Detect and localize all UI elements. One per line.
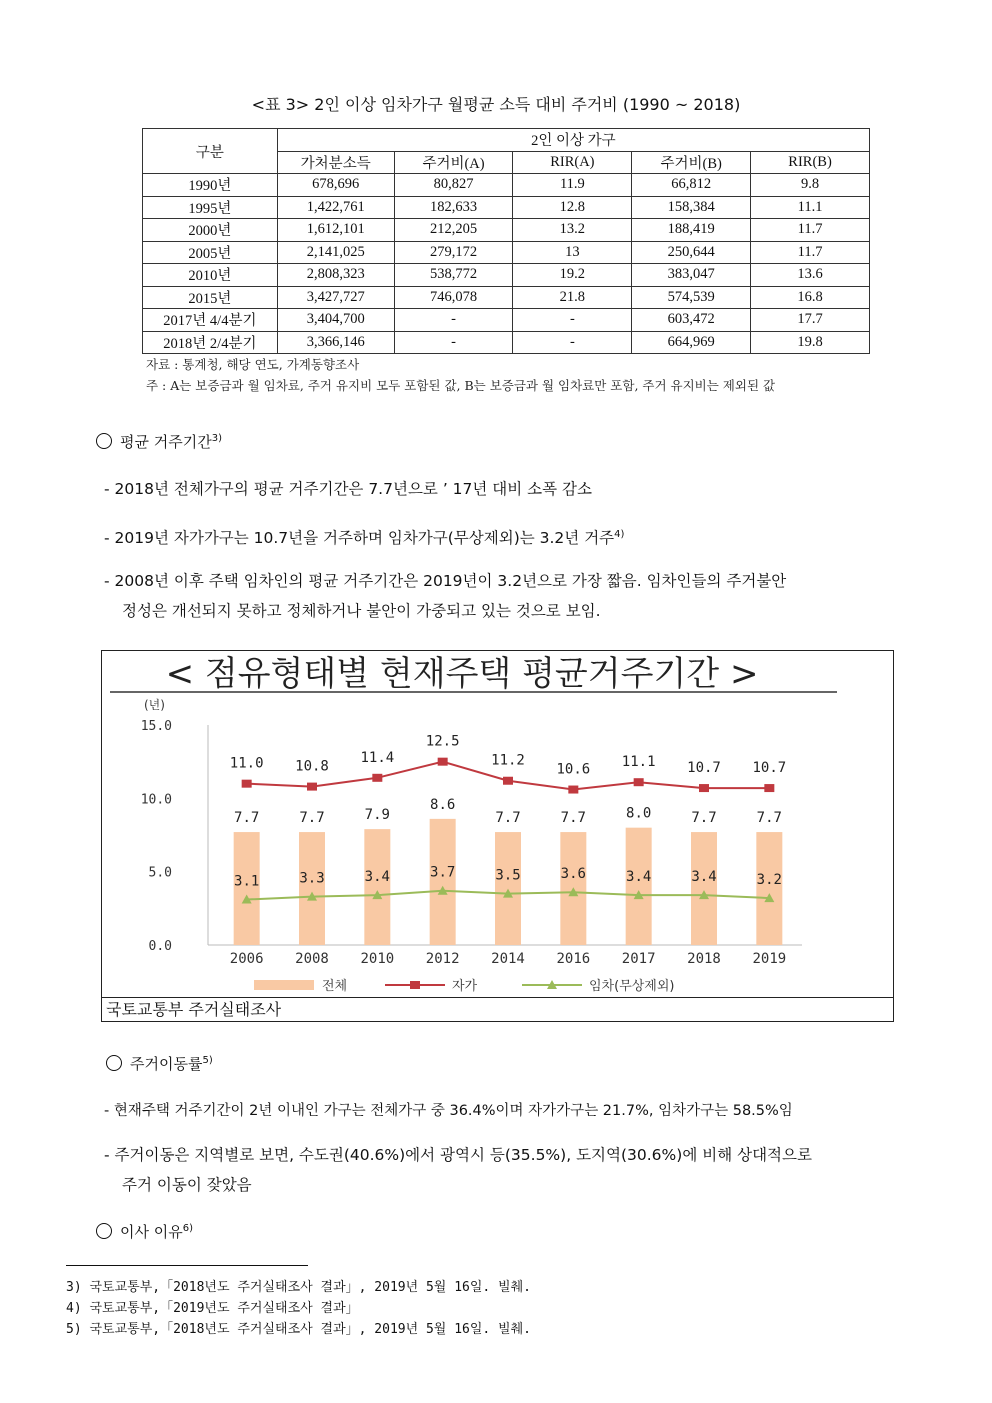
cell: - — [513, 331, 632, 354]
cell: 2,141,025 — [277, 241, 394, 264]
table-note: 주 : A는 보증금과 월 임차료, 주거 유지비 모두 포함된 값, B는 보증금과 월 임차료만 포함, 주거 유지비는 제외된 값 — [146, 378, 776, 393]
cell: 2000년 — [143, 219, 278, 242]
bar-data-label: 7.7 — [234, 810, 260, 827]
bar-total — [756, 832, 782, 945]
bar-total — [691, 832, 717, 945]
tenant-data-label: 3.4 — [626, 869, 652, 886]
circle-bullet-icon — [96, 433, 112, 449]
owner-marker — [503, 777, 513, 785]
y-axis-unit: (년) — [144, 698, 165, 712]
y-tick-label: 15.0 — [140, 719, 172, 734]
cell: 3,366,146 — [277, 331, 394, 354]
cell: 279,172 — [394, 241, 513, 264]
paragraph: - 2018년 전체가구의 평균 거주기간은 7.7년으로 ’ 17년 대비 소폭 감소 — [104, 480, 592, 498]
cell: 19.2 — [513, 264, 632, 287]
owner-data-label: 11.4 — [360, 749, 395, 766]
bar-data-label: 7.7 — [691, 810, 717, 827]
cell: - — [394, 309, 513, 332]
owner-marker — [699, 784, 709, 792]
table-row — [143, 286, 870, 309]
cell: 17.7 — [751, 309, 870, 332]
table-row — [143, 309, 870, 332]
x-tick-label: 2006 — [229, 951, 264, 967]
cell: 66,812 — [632, 174, 751, 197]
x-tick-label: 2010 — [360, 951, 395, 967]
cell: 19.8 — [751, 331, 870, 354]
cell: 2,808,323 — [277, 264, 394, 287]
cell: 182,633 — [394, 196, 513, 219]
owner-data-label: 12.5 — [425, 733, 460, 750]
cell: 1,422,761 — [277, 196, 394, 219]
tenant-data-label: 3.3 — [299, 870, 325, 887]
cell: 2017년 4/4분기 — [143, 309, 278, 332]
cell: 2010년 — [143, 264, 278, 287]
legend — [254, 978, 675, 994]
section-heading-residence-period — [96, 431, 222, 452]
chart-svg — [102, 651, 893, 997]
residence-period-chart — [101, 650, 894, 1022]
footnote-ref: 5) — [202, 1055, 213, 1066]
tenant-data-label: 3.4 — [364, 869, 390, 886]
y-tick-label: 0.0 — [148, 939, 172, 954]
cell: 678,696 — [277, 174, 394, 197]
footnote-ref: 3) — [211, 433, 222, 444]
bar-data-label: 7.7 — [756, 810, 782, 827]
paragraph: - 2019년 자가가구는 10.7년을 거주하며 임차가구(무상제외)는 3.2년 거주$^{4)}$ — [104, 529, 625, 548]
owner-marker — [438, 758, 448, 766]
bar-data-label: 7.7 — [495, 810, 521, 827]
table-row — [143, 196, 870, 219]
tenant-data-label: 3.7 — [430, 864, 456, 881]
bar-data-label: 8.6 — [430, 796, 456, 813]
cell: 188,419 — [632, 219, 751, 242]
x-tick-label: 2016 — [556, 951, 591, 967]
table-row — [143, 219, 870, 242]
cell: 9.8 — [751, 174, 870, 197]
cell: 664,969 — [632, 331, 751, 354]
table-row — [143, 331, 870, 354]
paragraph-continued: 주거 이동이 잦았음 — [122, 1176, 252, 1194]
owner-marker — [372, 774, 382, 782]
table-source: 자료 : 통계청, 해당 연도, 가계동향조사 — [146, 357, 360, 372]
cell: 1990년 — [143, 174, 278, 197]
tenant-data-label: 3.4 — [691, 869, 717, 886]
owner-data-label: 10.6 — [556, 761, 591, 778]
cell: 1,612,101 — [277, 219, 394, 242]
bar-data-label: 7.7 — [560, 810, 586, 827]
chart-caption: 국토교통부 주거실태조사 — [102, 997, 893, 1021]
legend-marker-owner — [410, 981, 420, 989]
bar-total — [430, 819, 456, 945]
tenant-data-label: 3.6 — [560, 866, 586, 883]
header-category: 구분 — [143, 129, 278, 174]
paragraph-continued: 정성은 개선되지 못하고 정체하거나 불안이 가중되고 있는 것으로 보임. — [122, 602, 601, 620]
legend-label-owner: 자가 — [452, 979, 478, 994]
cell: 574,539 — [632, 286, 751, 309]
section-heading-moving-reason — [96, 1221, 193, 1242]
owner-data-label: 11.2 — [491, 752, 525, 769]
rir-table — [142, 128, 870, 354]
table-title: <표 3> 2인 이상 임차가구 월평균 소득 대비 주거비 (1990 ~ 2018) — [251, 95, 741, 114]
footnote: 4) 국토교통부,「2019년도 주거실태조사 결과」 — [66, 1301, 359, 1316]
paragraph: - 현재주택 거주기간이 2년 이내인 가구는 전체가구 중 36.4%이며 자가가구는 21.7%, 임차가구는 58.5%임 — [104, 1103, 793, 1119]
owner-marker — [634, 778, 644, 786]
x-tick-label: 2019 — [752, 951, 787, 967]
owner-data-label: 11.0 — [229, 755, 264, 772]
cell: - — [394, 331, 513, 354]
column-header: RIR(A) — [513, 151, 632, 174]
tenant-data-label: 3.1 — [234, 873, 260, 890]
x-tick-label: 2008 — [295, 951, 329, 967]
owner-marker — [568, 786, 578, 794]
column-header: 가처분소득 — [277, 151, 394, 174]
bar-total — [626, 828, 652, 945]
cell: 11.7 — [751, 219, 870, 242]
cell: 11.1 — [751, 196, 870, 219]
x-tick-label: 2017 — [621, 951, 656, 967]
cell: 158,384 — [632, 196, 751, 219]
cell: 3,427,727 — [277, 286, 394, 309]
column-header: RIR(B) — [751, 151, 870, 174]
y-tick-label: 5.0 — [148, 865, 172, 881]
x-tick-label: 2012 — [425, 951, 460, 967]
footnote-ref: 6) — [182, 1223, 193, 1234]
cell: 250,644 — [632, 241, 751, 264]
tenant-data-label: 3.2 — [756, 872, 782, 889]
section-heading-mobility — [106, 1053, 213, 1074]
paragraph: - 2008년 이후 주택 임차인의 평균 거주기간은 2019년이 3.2년으로 가장 짧음. 임차인들의 주거불안 — [104, 572, 787, 590]
heading-text: 주거이동률 — [130, 1055, 203, 1073]
cell: 538,772 — [394, 264, 513, 287]
bar-total — [299, 832, 325, 945]
circle-bullet-icon — [96, 1223, 112, 1239]
owner-marker — [242, 780, 252, 788]
cell: 11.9 — [513, 174, 632, 197]
cell: 11.7 — [751, 241, 870, 264]
column-header: 주거비(B) — [632, 151, 751, 174]
y-tick-label: 10.0 — [140, 792, 172, 808]
circle-bullet-icon — [106, 1055, 122, 1071]
bar-data-label: 7.9 — [364, 807, 390, 824]
heading-text: 이사 이유 — [120, 1223, 183, 1241]
legend-label-total: 전체 — [322, 979, 348, 994]
bar-total — [495, 832, 521, 945]
owner-marker — [764, 784, 774, 792]
cell: 80,827 — [394, 174, 513, 197]
header-group: 2인 이상 가구 — [277, 129, 869, 152]
bar-data-label: 7.7 — [299, 810, 325, 827]
owner-data-label: 11.1 — [621, 754, 656, 771]
paragraph: - 주거이동은 지역별로 보면, 수도권(40.6%)에서 광역시 등(35.5%), 도지역(30.6%)에 비해 상대적으로 — [104, 1146, 812, 1164]
cell: 12.8 — [513, 196, 632, 219]
tenant-data-label: 3.5 — [495, 867, 521, 884]
cell: 21.8 — [513, 286, 632, 309]
cell: - — [513, 309, 632, 332]
cell: 383,047 — [632, 264, 751, 287]
cell: 1995년 — [143, 196, 278, 219]
cell: 16.8 — [751, 286, 870, 309]
bar-data-label: 8.0 — [626, 805, 652, 822]
cell: 212,205 — [394, 219, 513, 242]
owner-data-label: 10.8 — [295, 758, 329, 775]
cell: 13 — [513, 241, 632, 264]
cell: 13.2 — [513, 219, 632, 242]
chart-title: < 점유형태별 현재주택 평균거주기간 > — [165, 654, 759, 694]
owner-data-label: 10.7 — [687, 760, 721, 777]
cell: 3,404,700 — [277, 309, 394, 332]
bar-total — [364, 829, 390, 945]
table-row — [143, 174, 870, 197]
x-tick-label: 2014 — [491, 951, 525, 967]
owner-data-label: 10.7 — [752, 760, 787, 777]
column-header: 주거비(A) — [394, 151, 513, 174]
x-tick-label: 2018 — [687, 951, 721, 967]
legend-label-tenant: 임차(무상제외) — [589, 979, 675, 994]
cell: 2015년 — [143, 286, 278, 309]
footnote: 5) 국토교통부,「2018년도 주거실태조사 결과」, 2019년 5월 16일. 빌췌. — [66, 1322, 532, 1337]
table-row — [143, 241, 870, 264]
legend-swatch-total — [254, 980, 314, 990]
cell: 603,472 — [632, 309, 751, 332]
footnote-divider — [66, 1265, 308, 1266]
table-row — [143, 264, 870, 287]
cell: 2005년 — [143, 241, 278, 264]
cell: 13.6 — [751, 264, 870, 287]
heading-text: 평균 거주기간 — [120, 433, 212, 451]
footnote-ref: 4) — [614, 529, 625, 540]
cell: 2018년 2/4분기 — [143, 331, 278, 354]
footnote: 3) 국토교통부,「2018년도 주거실태조사 결과」, 2019년 5월 16일. 빌췌. — [66, 1280, 532, 1295]
cell: 746,078 — [394, 286, 513, 309]
owner-marker — [307, 783, 317, 791]
